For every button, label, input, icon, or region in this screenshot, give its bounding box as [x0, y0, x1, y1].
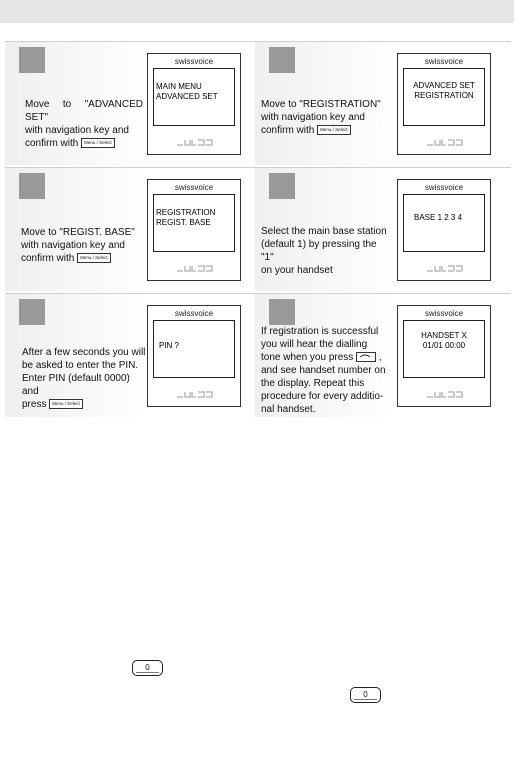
phone-brand: swissvoice — [424, 309, 464, 318]
instruction-line: After a few seconds you will — [22, 347, 146, 358]
instruction-line — [261, 351, 386, 364]
phone-logo-icon — [176, 262, 214, 274]
phone-illustration — [147, 179, 241, 281]
instruction-line: with navigation key and — [21, 240, 125, 251]
talk-key — [356, 352, 376, 362]
phone-screen — [153, 320, 235, 378]
instruction-line: on your handset — [261, 265, 333, 276]
phone-logo-icon — [176, 388, 214, 400]
instruction-line: the display. Repeat this — [261, 378, 365, 389]
step-panel-3 — [5, 167, 261, 291]
screen-line: REGISTRATION — [414, 91, 474, 100]
phone-screen — [403, 320, 485, 378]
screen-line: PIN ? — [159, 341, 180, 350]
phone-brand: swissvoice — [174, 309, 214, 318]
menu-select-key: Menu / Select — [317, 125, 351, 135]
instruction-text: confirm with — [261, 125, 315, 136]
zero-key-icon: 0 — [350, 687, 381, 703]
step-panel-5 — [5, 293, 261, 417]
instruction-line — [21, 252, 143, 265]
step-number-box — [19, 47, 45, 73]
step-panel-2 — [255, 41, 511, 165]
instruction-line: you will hear the dialling — [261, 339, 368, 350]
step-number-box — [19, 173, 45, 199]
instruction-text: confirm with — [21, 253, 75, 264]
header-bar — [0, 0, 514, 23]
phone-brand: swissvoice — [174, 183, 214, 192]
phone-screen — [153, 194, 235, 252]
instruction-text: confirm with — [25, 138, 79, 149]
phone-brand: swissvoice — [424, 57, 464, 66]
phone-screen — [403, 194, 485, 252]
instruction-line: (default 1) by pressing the "1" — [261, 239, 377, 263]
instruction-line: with navigation key and — [261, 112, 365, 123]
instruction-line: Move to "ADVANCED SET" — [25, 99, 143, 123]
menu-select-key: Menu / Select — [81, 138, 115, 148]
menu-select-key: Menu / Select — [77, 253, 111, 263]
screen-line: BASE 1 2 3 4 — [414, 213, 463, 222]
phone-logo-icon — [426, 262, 464, 274]
instruction-line: If registration is successful — [261, 326, 379, 337]
instruction-line: and see handset number on — [261, 365, 386, 376]
screen-line: ADVANCED SET — [413, 81, 475, 90]
step-instruction — [22, 346, 146, 411]
phone-illustration — [397, 179, 491, 281]
phone-brand: swissvoice — [174, 57, 214, 66]
instruction-line: procedure for every additio- — [261, 391, 384, 402]
phone-brand: swissvoice — [424, 183, 464, 192]
phone-screen — [403, 68, 485, 126]
phone-illustration — [147, 305, 241, 407]
screen-line: REGIST. BASE — [156, 218, 211, 227]
zero-key-icon: 0 — [132, 660, 163, 676]
phone-logo-icon — [426, 388, 464, 400]
screen-line: REGISTRATION — [156, 208, 216, 217]
screen-line: ADVANCED SET — [156, 92, 218, 101]
instruction-line — [261, 124, 381, 137]
screen-line: MAIN MENU — [156, 82, 202, 91]
step-instruction — [21, 226, 143, 265]
step-instruction — [261, 98, 381, 137]
phone-logo-icon — [426, 136, 464, 148]
instruction-line: Enter PIN (default 0000) and — [22, 373, 130, 397]
phone-screen — [153, 68, 235, 126]
instruction-line: Select the main base station — [261, 226, 387, 237]
phone-illustration — [397, 305, 491, 407]
step-number-box — [269, 47, 295, 73]
instruction-text: , — [378, 352, 382, 363]
step-instruction — [25, 98, 143, 150]
step-instruction — [261, 325, 386, 416]
instruction-line — [22, 398, 146, 411]
instruction-line: Move to "REGISTRATION" — [261, 99, 381, 110]
phone-illustration — [147, 53, 241, 155]
step-number-box — [269, 173, 295, 199]
screen-line: HANDSET X — [421, 331, 467, 340]
instruction-text: press — [22, 399, 47, 410]
instruction-line: nal handset. — [261, 404, 316, 415]
instruction-text: tone when you press — [261, 352, 354, 363]
instruction-line — [25, 137, 143, 150]
phone-handset-icon — [359, 353, 371, 359]
step-instruction — [261, 225, 391, 277]
instruction-line: be asked to enter the PIN. — [22, 360, 139, 371]
phone-logo-icon — [176, 136, 214, 148]
step-number-box — [269, 299, 295, 325]
menu-select-key: Menu / Select — [49, 399, 83, 409]
phone-illustration — [397, 53, 491, 155]
step-panel-1 — [5, 41, 261, 165]
step-number-box — [19, 299, 45, 325]
step-panel-6 — [255, 293, 511, 417]
step-panel-4 — [255, 167, 511, 291]
instruction-line: Move to "REGIST. BASE" — [21, 227, 135, 238]
screen-line: 01/01 00:00 — [422, 341, 466, 350]
instruction-line: with navigation key and — [25, 125, 129, 136]
